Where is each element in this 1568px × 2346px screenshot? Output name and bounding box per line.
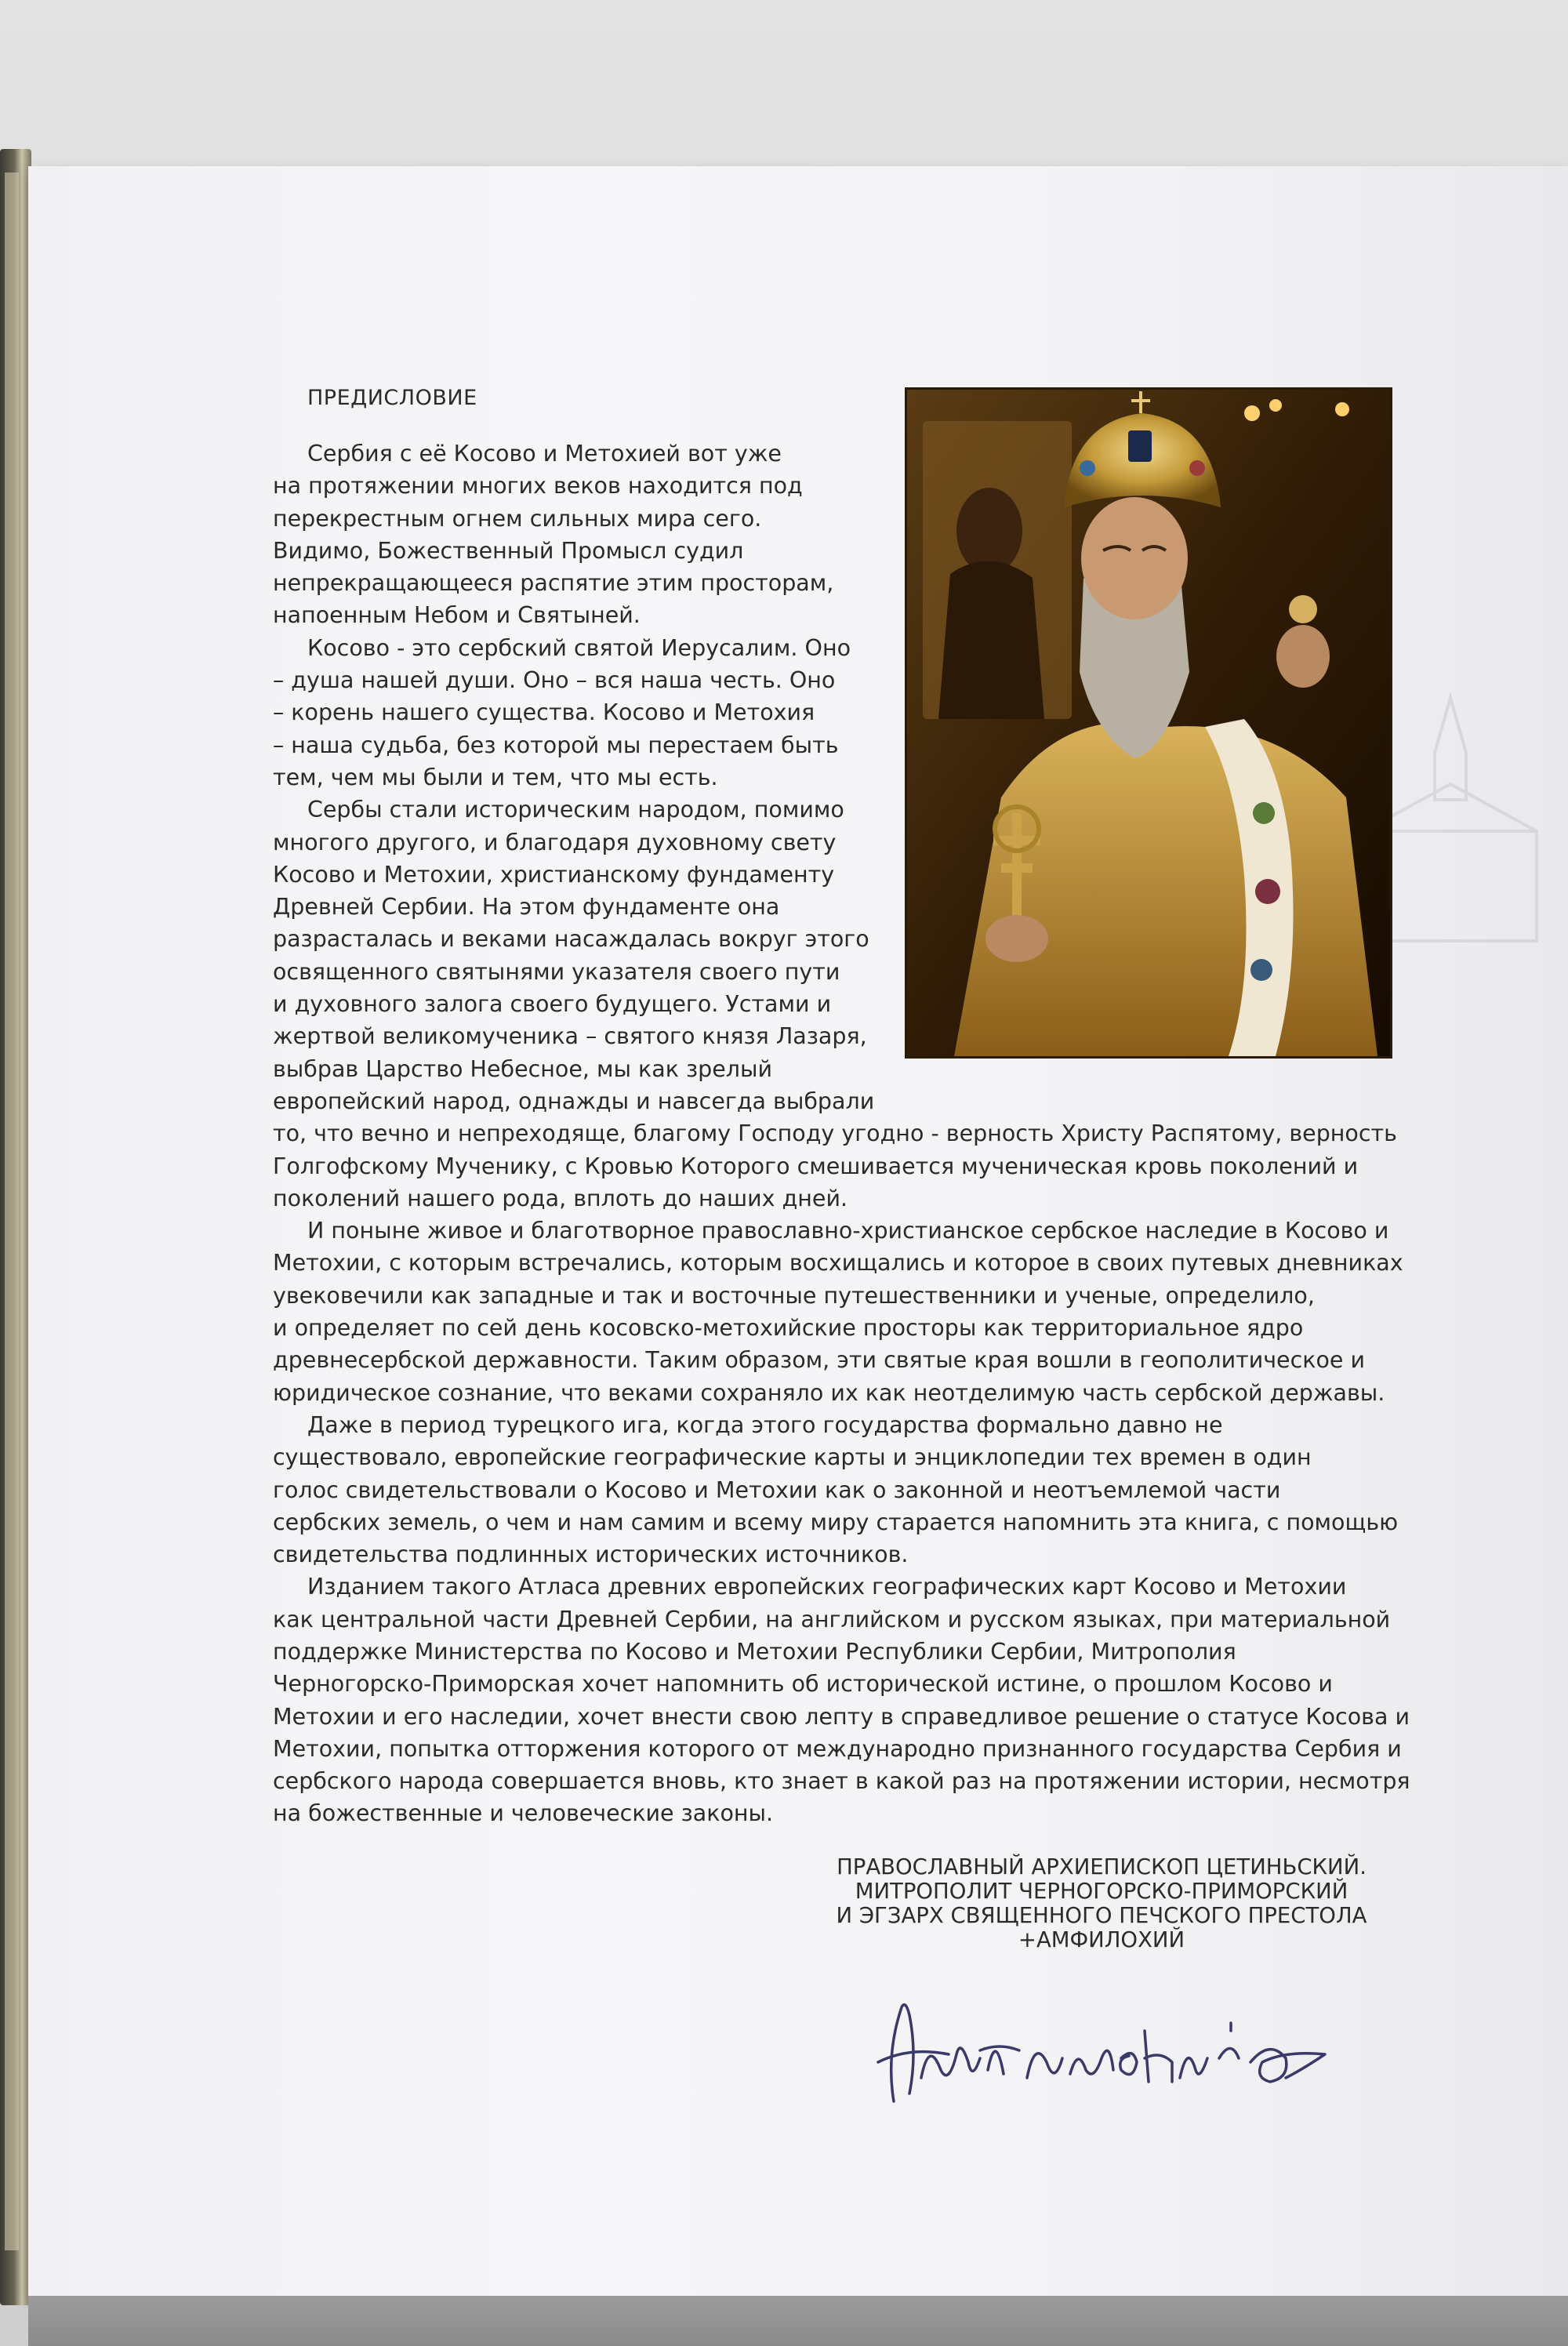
text-line: выбрав Царство Небесное, мы как зрелый bbox=[273, 1055, 773, 1082]
text-line: разрасталась и веками насаждалась вокруг этого bbox=[273, 926, 869, 953]
text-line: Косово и Метохии, христианскому фундаменту bbox=[273, 861, 835, 888]
text-line: тем, чем мы были и тем, что мы есть. bbox=[273, 764, 718, 790]
text-line: Древней Сербии. На этом фундаменте она bbox=[273, 894, 780, 921]
text-line: Черногорско-Приморская хочет напомнить об исторической истине, о прошлом Косово и bbox=[273, 1671, 1333, 1698]
text-line: Голгофскому Мученику, с Кровью Которого смешивается мученическая кровь поколений и bbox=[273, 1153, 1359, 1179]
text-line: Метохии, с которым встречались, которым восхищались и которое в своих путевых дневниках bbox=[273, 1250, 1403, 1276]
text-line: поколений нашего рода, вплоть до наших дней. bbox=[273, 1185, 848, 1211]
signature-block bbox=[792, 1855, 1411, 1952]
page-bottom-edge bbox=[28, 2296, 1568, 2346]
text-line: жертвой великомученика – святого князя Лазаря, bbox=[273, 1023, 867, 1050]
text-line: свидетельства подлинных исторических источников. bbox=[273, 1542, 909, 1568]
text-line: на протяжении многих веков находится под bbox=[273, 473, 803, 499]
handwritten-signature bbox=[862, 1984, 1333, 2109]
text-line: сербского народа совершается вновь, кто знает в какой раз на протяжении истории, несмотря bbox=[273, 1768, 1410, 1795]
text-line: И поныне живое и благотворное православно-христианское сербское наследие в Косово и bbox=[307, 1218, 1389, 1244]
book-cover-edge bbox=[0, 149, 31, 2305]
text-line: Сербия с её Косово и Метохией вот уже bbox=[307, 441, 782, 467]
text-line: многого другого, и благодаря духовному свету bbox=[273, 829, 837, 855]
text-line: Видимо, Божественный Промысл судил bbox=[273, 537, 744, 564]
text-line: сербских земель, о чем и нам самим и всему миру старается напомнить эта книга, с помощью bbox=[273, 1509, 1399, 1535]
text-line: перекрестным огнем сильных мира сего. bbox=[273, 505, 762, 532]
text-line: Косово - это сербский святой Иерусалим. Оно bbox=[307, 634, 851, 661]
text-line: Сербы стали историческим народом, помимо bbox=[307, 797, 844, 823]
text-line: Даже в период турецкого ига, когда этого государства формально давно не bbox=[307, 1411, 1223, 1438]
text-line: и духовного залога своего будущего. Устами и bbox=[273, 991, 832, 1018]
text-line: – душа нашей души. Оно – вся наша честь. Оно bbox=[273, 667, 836, 694]
text-line: Метохии и его наследии, хочет внести свою лепту в справедливое решение о статусе Косова и bbox=[273, 1703, 1410, 1730]
signature-name: +АМФИЛОХИЙ bbox=[1018, 1927, 1185, 1952]
text-line: увековечили как западные и так и восточные путешественники и ученые, определило, bbox=[273, 1282, 1315, 1309]
signature-title-line-2: МИТРОПОЛИТ ЧЕРНОГОРСКО-ПРИМОРСКИЙ bbox=[855, 1879, 1348, 1904]
metropolitan-photo-image bbox=[907, 390, 1390, 1056]
signature-title-line-3: И ЭГЗАРХ СВЯЩЕННОГО ПЕЧСКОГО ПРЕСТОЛА bbox=[836, 1903, 1367, 1928]
text-line: как центральной части Древней Сербии, на английском и русском языках, при материальной bbox=[273, 1606, 1391, 1632]
text-line: Изданием такого Атласа древних европейских географических карт Косово и Метохии bbox=[307, 1574, 1347, 1600]
text-line: существовало, европейские географические карты и энциклопедии тех времен в один bbox=[273, 1444, 1312, 1471]
text-line: Метохии, попытка отторжения которого от международно признанного государства Сербия и bbox=[273, 1735, 1402, 1762]
text-line: на божественные и человеческие законы. bbox=[273, 1800, 774, 1827]
text-line: то, что вечно и непреходяще, благому Господу угодно - верность Христу Распятому, верность bbox=[273, 1120, 1397, 1147]
text-line: голос свидетельствовали о Косово и Метохии как о законной и неотъемлемой части bbox=[273, 1476, 1281, 1503]
text-line: древнесербской державности. Таким образом, эти святые края вошли в геополитическое и bbox=[273, 1347, 1366, 1374]
text-line: европейский народ, однажды и навсегда выбрали bbox=[273, 1088, 875, 1114]
metropolitan-photo bbox=[905, 387, 1392, 1059]
text-line: юридическое сознание, что веками сохраняло их как неотделимую часть сербской державы. bbox=[273, 1379, 1385, 1406]
text-line: напоенным Небом и Святыней. bbox=[273, 602, 641, 629]
signature-title-line-1: ПРАВОСЛАВНЫЙ АРХИЕПИСКОП ЦЕТИНЬСКИЙ. bbox=[837, 1854, 1367, 1879]
page-title: ПРЕДИСЛОВИЕ bbox=[307, 386, 477, 410]
text-line: непрекращающееся распятие этим просторам, bbox=[273, 570, 834, 597]
text-line: освященного святынями указателя своего пути bbox=[273, 958, 840, 985]
text-line: поддержке Министерства по Косово и Метохии Республики Сербии, Митрополия bbox=[273, 1638, 1236, 1665]
text-line: – наша судьба, без которой мы перестаем быть bbox=[273, 732, 839, 758]
text-line: и определяет по сей день косовско-метохийские просторы как территориальное ядро bbox=[273, 1315, 1304, 1342]
text-line: – корень нашего существа. Косово и Метохия bbox=[273, 699, 815, 726]
